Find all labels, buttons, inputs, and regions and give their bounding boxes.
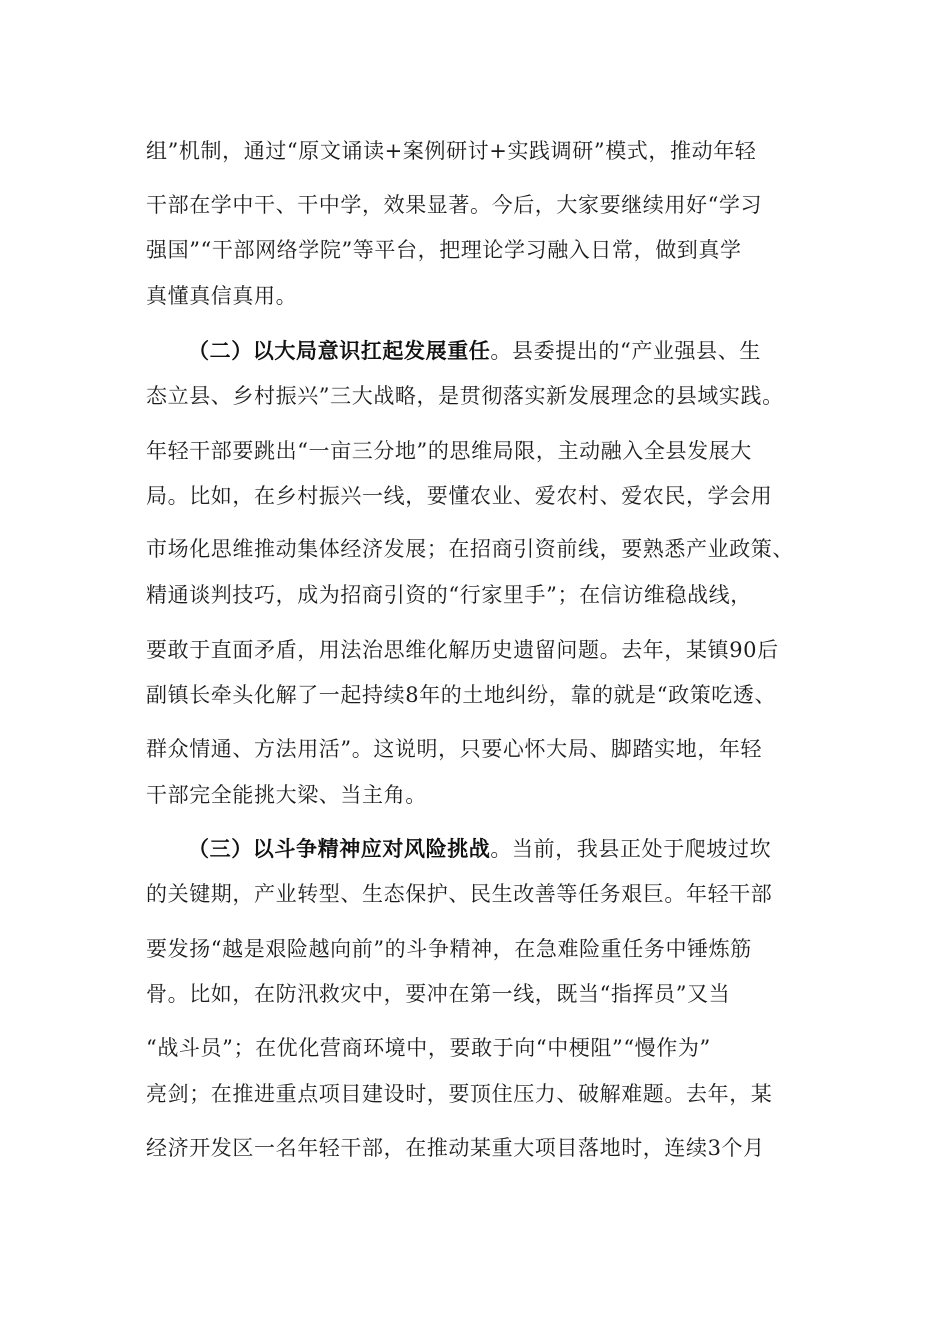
paragraph2-heading: （二）以大局意识扛起发展重任 (188, 339, 491, 363)
paragraph2-line-10: 干部完全能挑大梁、当主角。 (146, 783, 427, 807)
paragraph1-line-3: 强国”“干部网络学院”等平台，把理论学习融入日常，做到真学 (146, 238, 742, 262)
paragraph3-line-7: 经济开发区一名年轻干部，在推动某重大项目落地时，连续3个月 (146, 1136, 765, 1160)
paragraph2-line-5: 市场化思维推动集体经济发展；在招商引资前线，要熟悉产业政策、 (146, 537, 794, 561)
paragraph2-line-3: 年轻干部要跳出“一亩三分地”的思维局限，主动融入全县发展大 (146, 439, 752, 463)
paragraph3-first-line (188, 829, 806, 869)
paragraph3-line-4: 骨。比如，在防汛救灾中，要冲在第一线，既当“指挥员”又当 (146, 982, 731, 1006)
paragraph3-line-6: 亮剑；在推进重点项目建设时，要顶住压力、破解难题。去年，某 (146, 1082, 773, 1106)
paragraph2-line-6: 精通谈判技巧，成为招商引资的“行家里手”；在信访维稳战线， (146, 583, 752, 607)
paragraph2-line-7: 要敢于直面矛盾，用法治思维化解历史遗留问题。去年，某镇90后 (146, 638, 779, 662)
paragraph1-line-4: 真懂真信真用。 (146, 284, 298, 308)
paragraph3-line-5: “战斗员”；在优化营商环境中，要敢于向“中梗阻”“慢作为” (146, 1036, 711, 1060)
paragraph2-first-line (188, 331, 806, 371)
paragraph2-first-line-rest: 。县委提出的“产业强县、生 (490, 339, 761, 363)
paragraph2-line-8: 副镇长牵头化解了一起持续8年的土地纠纷，靠的就是“政策吃透、 (146, 683, 777, 707)
paragraph2-line-9: 群众情通、方法用活”。这说明，只要心怀大局、脚踏实地，年轻 (146, 737, 763, 761)
paragraph3-first-line-rest: 。当前，我县正处于爬坡过坎 (490, 837, 772, 861)
paragraph3-line-2: 的关键期，产业转型、生态保护、民生改善等任务艰巨。年轻干部 (146, 882, 773, 906)
paragraph2-line-4: 局。比如，在乡村振兴一线，要懂农业、爱农村、爱农民，学会用 (146, 484, 773, 508)
paragraph1-line-2: 干部在学中干、干中学，效果显著。今后，大家要继续用好“学习 (146, 193, 763, 217)
paragraph3-heading: （三）以斗争精神应对风险挑战 (188, 837, 491, 861)
paragraph1-line-1: 组”机制，通过“原文诵读+案例研讨+实践调研”模式，推动年轻 (146, 139, 757, 163)
paragraph2-line-2: 态立县、乡村振兴”三大战略，是贯彻落实新发展理念的县域实践。 (146, 384, 784, 408)
paragraph3-line-3: 要发扬“越是艰险越向前”的斗争精神，在急难险重任务中锤炼筋 (146, 937, 752, 961)
